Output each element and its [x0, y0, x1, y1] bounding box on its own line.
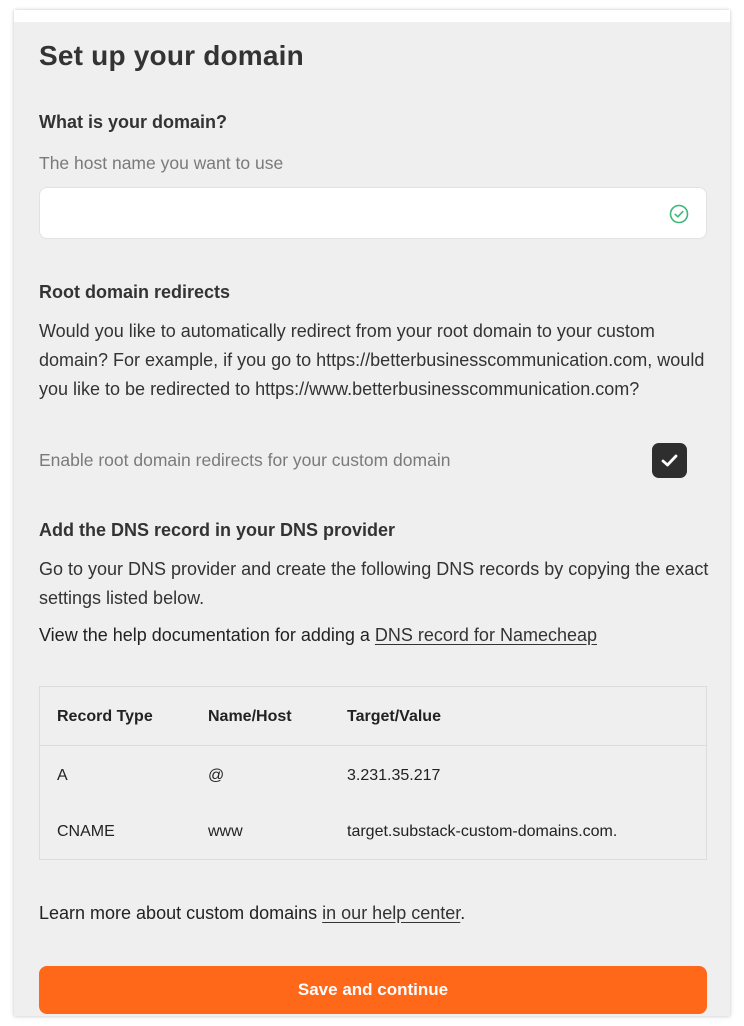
header-record-type: Record Type	[57, 708, 153, 725]
redirect-section-title: Root domain redirects	[39, 282, 231, 302]
learn-more-prefix: Learn more about custom domains	[39, 903, 323, 923]
domain-hint: The host name you want to use	[39, 153, 284, 173]
page-title: Set up your domain	[39, 40, 304, 71]
checkmark-icon	[661, 453, 678, 468]
redirect-description: Would you like to automatically redirect from your root domain to your custom domain? For example, if you go to https://betterbusinesscommunication.com, would you like to be redirected to https://www.betterbusinesscommunication.com?	[39, 321, 705, 399]
domain-field[interactable]	[39, 187, 707, 239]
table-header	[40, 687, 706, 746]
record-type-cell: CNAME	[57, 823, 115, 840]
help-center-link[interactable]: in our help center	[322, 903, 461, 923]
header-name-host: Name/Host	[208, 708, 292, 725]
record-type-cell: A	[57, 767, 68, 784]
domain-label: What is your domain?	[39, 112, 228, 132]
redirect-toggle-label: Enable root domain redirects for your custom domain	[39, 450, 451, 470]
name-host-cell: www	[208, 823, 243, 840]
dns-help-link[interactable]: DNS record for Namecheap	[374, 625, 597, 645]
target-value-cell: target.substack-custom-domains.com.	[347, 823, 618, 840]
redirect-checkbox[interactable]	[652, 443, 687, 478]
target-value-cell: 3.231.35.217	[347, 767, 441, 784]
domain-input[interactable]	[50, 200, 654, 228]
learn-more-suffix: .	[460, 903, 466, 923]
dns-description: Go to your DNS provider and create the following DNS records by copying the exact settings listed below.	[39, 559, 709, 608]
check-circle-icon	[669, 204, 689, 224]
dns-records-table	[39, 686, 707, 860]
header-target-value: Target/Value	[347, 708, 441, 725]
learn-more-line	[39, 903, 465, 924]
save-and-continue-button[interactable]: Save and continue	[39, 966, 707, 1014]
name-host-cell: @	[208, 767, 225, 784]
domain-setup-panel	[14, 10, 730, 1016]
dns-section-title: Add the DNS record in your DNS provider	[39, 520, 396, 540]
dns-help-line	[39, 625, 597, 646]
dns-help-prefix: View the help documentation for adding a	[39, 625, 375, 645]
